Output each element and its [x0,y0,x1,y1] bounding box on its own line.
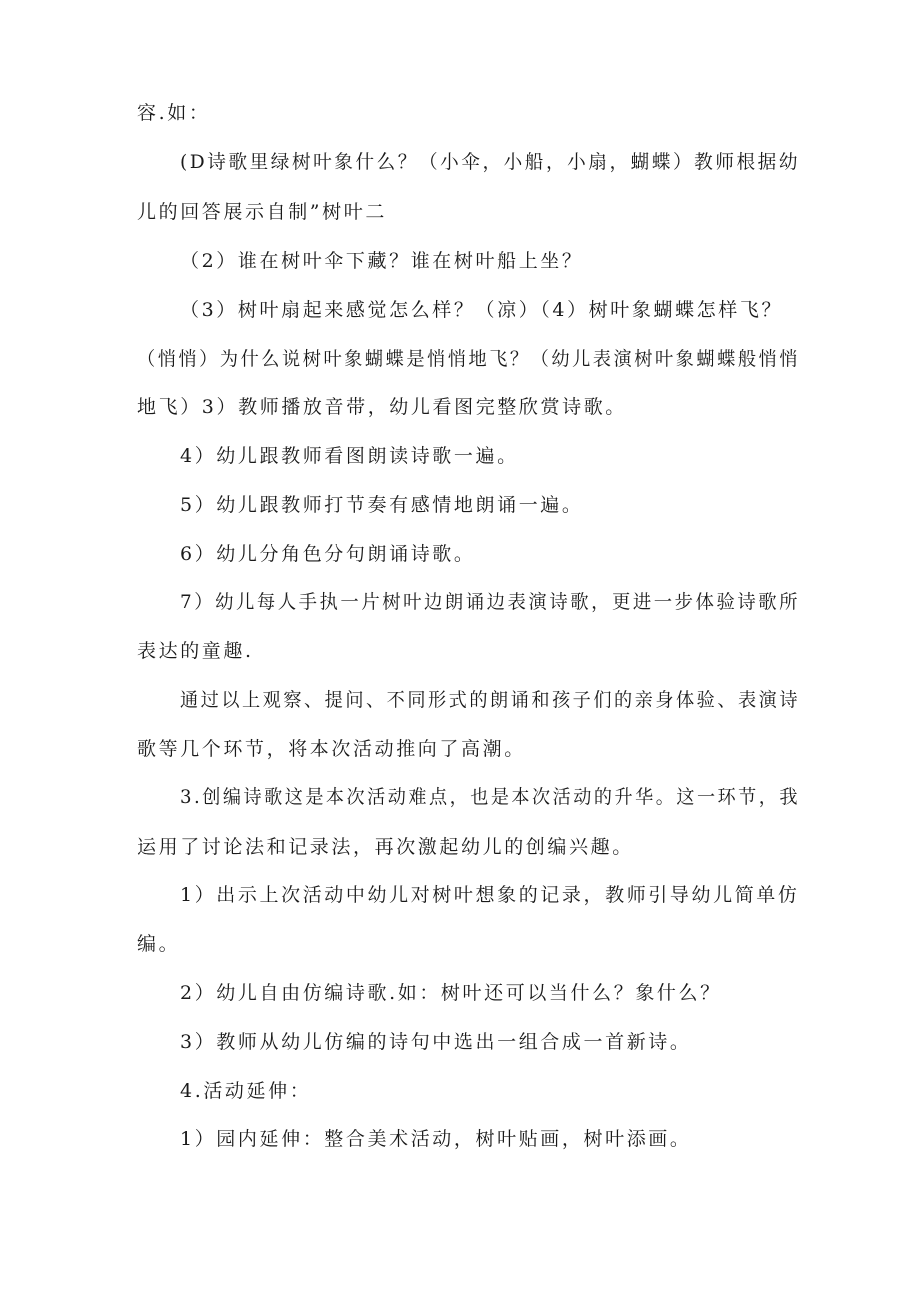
text-line: 运用了讨论法和记录法，再次激起幼儿的创编兴趣。 [137,836,634,858]
text-line: 1）园内延伸：整合美术活动，树叶贴画，树叶添画。 [180,1128,692,1150]
text-line: 1）出示上次活动中幼儿对树叶想象的记录，教师引导幼儿简单仿 [180,884,800,906]
text-line: 编。 [137,933,181,955]
text-line: 3）教师从幼儿仿编的诗句中选出一组合成一首新诗。 [180,1031,692,1053]
text-line: （悄悄）为什么说树叶象蝴蝶是悄悄地飞？（幼儿表演树叶象蝴蝶般悄悄 [137,348,800,370]
text-line: 容.如： [137,102,211,124]
text-line: （2）谁在树叶伞下藏？谁在树叶船上坐？ [180,250,584,272]
text-line: 3.创编诗歌这是本次活动难点，也是本次活动的升华。这一环节，我 [180,786,800,808]
text-line: 2）幼儿自由仿编诗歌.如：树叶还可以当什么？象什么？ [180,982,722,1004]
text-line: （3）树叶扇起来感觉怎么样？（凉）（4）树叶象蝴蝶怎样飞？ [180,299,784,321]
text-line: 表达的童趣. [137,640,254,662]
text-line: 通过以上观察、提问、不同形式的朗诵和孩子们的亲身体验、表演诗 [180,689,800,711]
text-line: 儿的回答展示自制”树叶二 [137,201,387,223]
text-line: 6）幼儿分角色分句朗诵诗歌。 [180,543,476,565]
text-line: 地飞）3）教师播放音带，幼儿看图完整欣赏诗歌。 [137,396,627,418]
text-line: 4.活动延伸： [180,1080,312,1102]
text-line: 5）幼儿跟教师打节奏有感情地朗诵一遍。 [180,494,584,516]
text-line: (D诗歌里绿树叶象什么？（小伞，小船，小扇，蝴蝶）教师根据幼 [180,151,800,173]
text-line: 歌等几个环节，将本次活动推向了高潮。 [137,738,526,760]
text-line: 4）幼儿跟教师看图朗读诗歌一遍。 [180,445,519,467]
text-line: 7）幼儿每人手执一片树叶边朗诵边表演诗歌，更进一步体验诗歌所 [180,591,800,613]
